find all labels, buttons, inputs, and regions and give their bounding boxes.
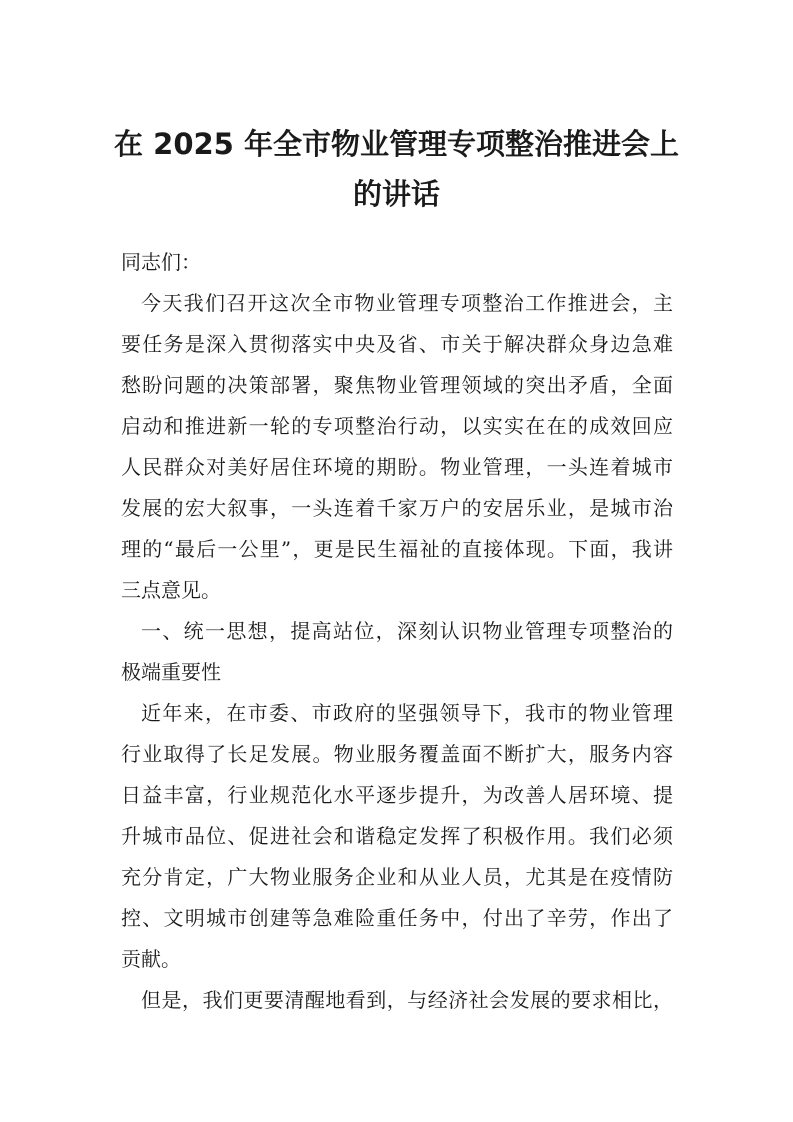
paragraph-line: 今天我们召开这次全市物业管理专项整治工作推进会，主 — [141, 291, 673, 315]
paragraph-line: 控、文明城市创建等急难险重任务中，付出了辛劳，作出了 — [121, 906, 673, 930]
paragraph-line: 但是，我们更要清醒地看到，与经济社会发展的要求相比， — [141, 988, 673, 1012]
paragraph-line: 贡献。 — [121, 947, 181, 971]
section-heading-line: 一、统一思想，提高站位，深刻认识物业管理专项整治的 — [141, 619, 673, 643]
paragraph-line: 启动和推进新一轮的专项整治行动，以实实在在的成效回应 — [121, 414, 673, 438]
paragraph-line: 升城市品位、促进社会和谐稳定发挥了积极作用。我们必须 — [121, 824, 673, 848]
speech-title-line-1: 在 2025 年全市物业管理专项整治推进会上 — [114, 127, 679, 161]
paragraph-line: 三点意见。 — [121, 578, 221, 602]
paragraph-line: 理的“最后一公里”，更是民生福祉的直接体现。下面，我讲 — [121, 537, 673, 561]
paragraph-line: 发展的宏大叙事，一头连着千家万户的安居乐业，是城市治 — [121, 496, 673, 520]
paragraph-line: 近年来，在市委、市政府的坚强领导下，我市的物业管理 — [141, 701, 673, 725]
paragraph-line: 要任务是深入贯彻落实中央及省、市关于解决群众身边急难 — [121, 332, 673, 356]
paragraph-line: 日益丰富，行业规范化水平逐步提升，为改善人居环境、提 — [121, 783, 673, 807]
paragraph-line: 充分肯定，广大物业服务企业和从业人员，尤其是在疫情防 — [121, 865, 673, 889]
paragraph-line: 人民群众对美好居住环境的期盼。物业管理，一头连着城市 — [121, 455, 673, 479]
section-heading-line: 极端重要性 — [121, 660, 221, 684]
salutation: 同志们： — [121, 250, 201, 274]
paragraph-line: 愁盼问题的决策部署，聚焦物业管理领域的突出矛盾，全面 — [121, 373, 673, 397]
paragraph-line: 行业取得了长足发展。物业服务覆盖面不断扩大，服务内容 — [121, 742, 673, 766]
speech-title-line-2: 的讲话 — [352, 177, 440, 211]
